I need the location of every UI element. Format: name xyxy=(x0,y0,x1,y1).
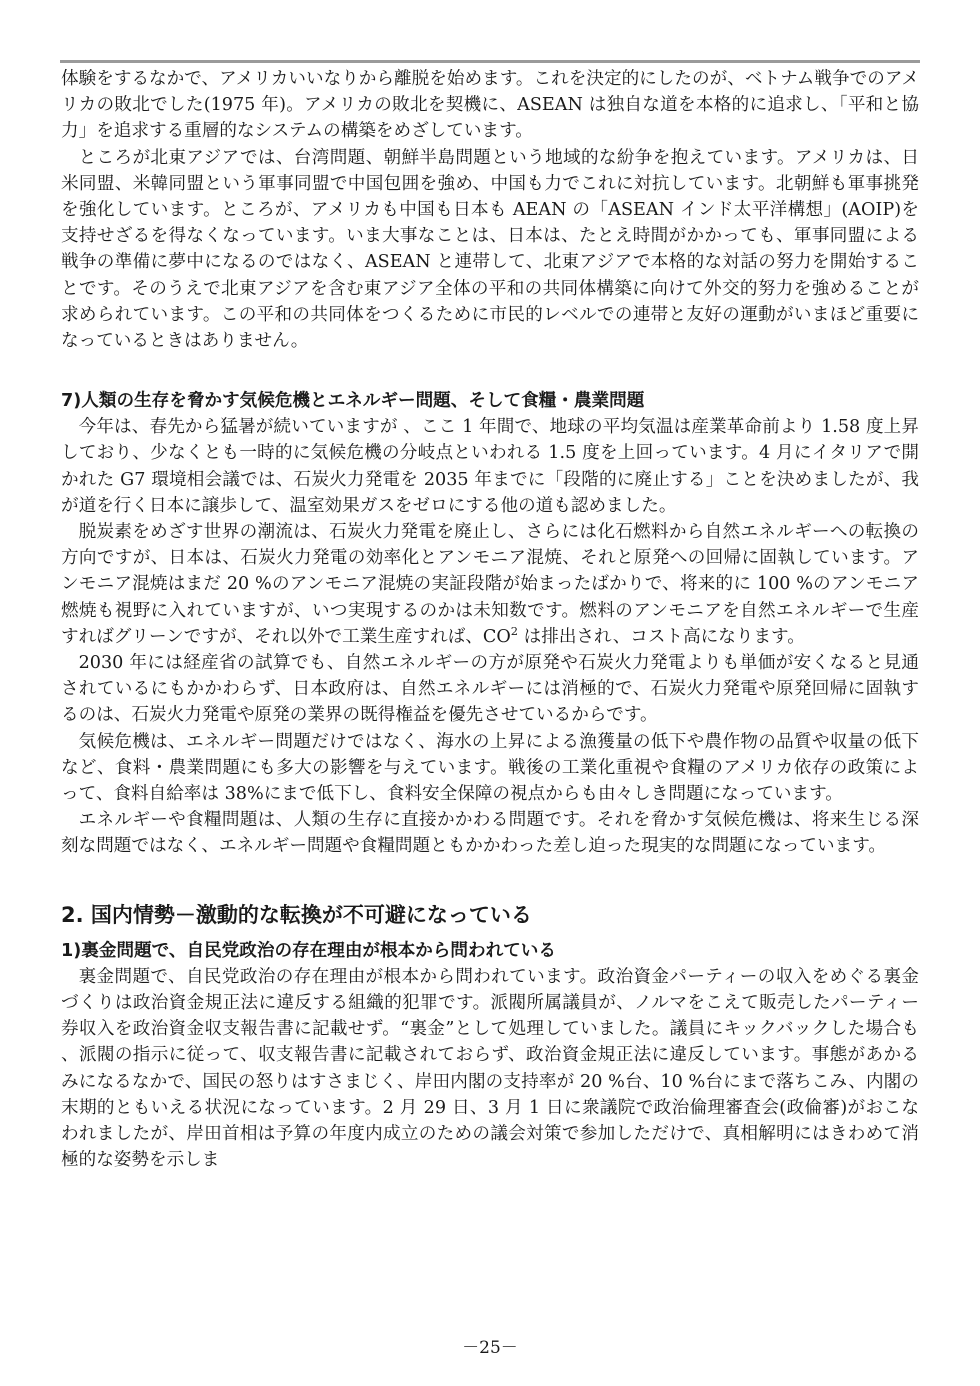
section-7-heading: 7)人類の生存を脅かす気候危機とエネルギー問題、そして食糧・農業問題 xyxy=(61,391,645,412)
co2-subscript: 2 xyxy=(510,624,519,638)
section-2-heading: 2. 国内情勢－激動的な転換が不可避になっている xyxy=(61,902,532,927)
section-7-paragraph-3: 2030 年には経産省の試算でも、自然エネルギーの方が原発や石炭火力発電よりも単価が安くなると見通されているにもかかわらず、日本政府は、自然エネルギーには消極的で、石炭火力発電や原発回帰に固執するのは、石炭火力発電や原発の業界の既得権益を優先させているからです。 xyxy=(61,653,919,726)
intro-paragraph-1: 体験をするなかで、アメリカいいなりから離脱を始めます。これを決定的にしたのが、ベトナム戦争でのアメリカの敗北でした(1975 年)。アメリカの敗北を契機に、ASEAN は独自な道を本格的に追求し、「平和と協力」を追求する重層的なシステムの構築をめざしています。 xyxy=(61,69,919,142)
section-2-1-heading: 1)裏金問題で、自民党政治の存在理由が根本から問われている xyxy=(61,940,556,961)
section-7-paragraph-2-main: 脱炭素をめざす世界の潮流は、石炭火力発電を廃止し、さらには化石燃料から自然エネルギーへの転換の方向ですが、日本は、石炭火力発電の効率化とアンモニア混焼、それと原発への回帰に固執しています。アンモニア混焼はまだ 20 %のアンモニア混焼の実証段階が始まったばかりで、将来的に 100 %のアンモニア燃焼も視野に入れていますが、いつ実現するのかは未知数です。燃料のアンモニアを自然エネルギーで生産すればグリーンですが、それ以外で工業生産すれば、CO xyxy=(61,522,919,647)
page-number: －25－ xyxy=(462,1338,518,1358)
section-2-1-paragraph-1: 裏金問題で、自民党政治の存在理由が根本から問われています。政治資金パーティーの収入をめぐる裏金づくりは政治資金規正法に違反する組織的犯罪です。派閥所属議員が、ノルマをこえて販売したパーティー券収入を政治資金収支報告書に記載せず。“裏金”として処理していました。議員にキックバックした場合も、派閥の指示に従って、収支報告書に記載されておらず、政治資金規正法に違反しています。事態があかるみになるなかで、国民の怒りはすさまじく、岸田内閣の支持率が 20 %台、10 %台にまで落ちこみ、内閣の末期的ともいえる状況になっています。2 月 29 日、3 月 1 日に衆議院で政治倫理審査会(政倫審)がおこなわれましたが、岸田首相は予算の年度内成立のための議会対策で参加しただけで、真相解明にはきわめて消極的な姿勢を示しま xyxy=(61,966,919,1171)
section-7-paragraph-2 xyxy=(61,519,919,650)
section-7-paragraph-5: エネルギーや食糧問題は、人類の生存に直接かかわる問題です。それを脅かす気候危機は、将来生じる深刻な問題ではなく、エネルギー問題や食糧問題ともかかわった差し迫った現実的な問題になっています。 xyxy=(61,810,919,857)
section-7-paragraph-2-tail: は排出され、コスト高になります。 xyxy=(518,626,805,647)
section-7-paragraph-4: 気候危機は、エネルギー問題だけではなく、海水の上昇による漁獲量の低下や農作物の品質や収量の低下など、食料・農業問題にも多大の影響を与えています。戦後の工業化重視や食糧のアメリカ依存の政策によって、食料自給率は 38%にまで低下し、食料安全保障の視点からも由々しき問題になっています。 xyxy=(61,731,919,805)
section-7-paragraph-1: 今年は、春先から猛暑が続いていますが 、ここ 1 年間で、地球の平均気温は産業革命前より 1.58 度上昇しており、少なくとも一時的に気候危機の分岐点といわれる 1.5 度を上回っています。4 月にイタリアで開かれた G7 環境相会議では、石炭火力発電を 2035 年までに「段階的に廃止する」ことを決めましたが、我が道を行く日本に譲歩して、温室効果ガスをゼロにする他の道も認めました。 xyxy=(61,417,919,516)
top-rule xyxy=(60,60,920,63)
intro-paragraph-2: ところが北東アジアでは、台湾問題、朝鮮半島問題という地域的な紛争を抱えています。アメリカは、日米同盟、米韓同盟という軍事同盟で中国包囲を強め、中国も力でこれに対抗しています。北朝鮮も軍事挑発を強化しています。ところが、アメリカも中国も日本も AEAN の「ASEAN インド太平洋構想」(AOIP)を支持せざるを得なくなっています。いま大事なことは、日本は、たとえ時間がかかっても、軍事同盟による戦争の準備に夢中になるのではなく、ASEAN と連帯して、北東アジアで本格的な対話の努力を開始することです。そのうえで北東アジアを含む東アジア全体の平和の共同体構築に向けて外交的努力を強めることが求められています。この平和の共同体をつくるために市民的レベルでの連帯と友好の運動がいまほど重要になっているときはありません。 xyxy=(61,147,919,352)
page-content xyxy=(61,66,919,1173)
